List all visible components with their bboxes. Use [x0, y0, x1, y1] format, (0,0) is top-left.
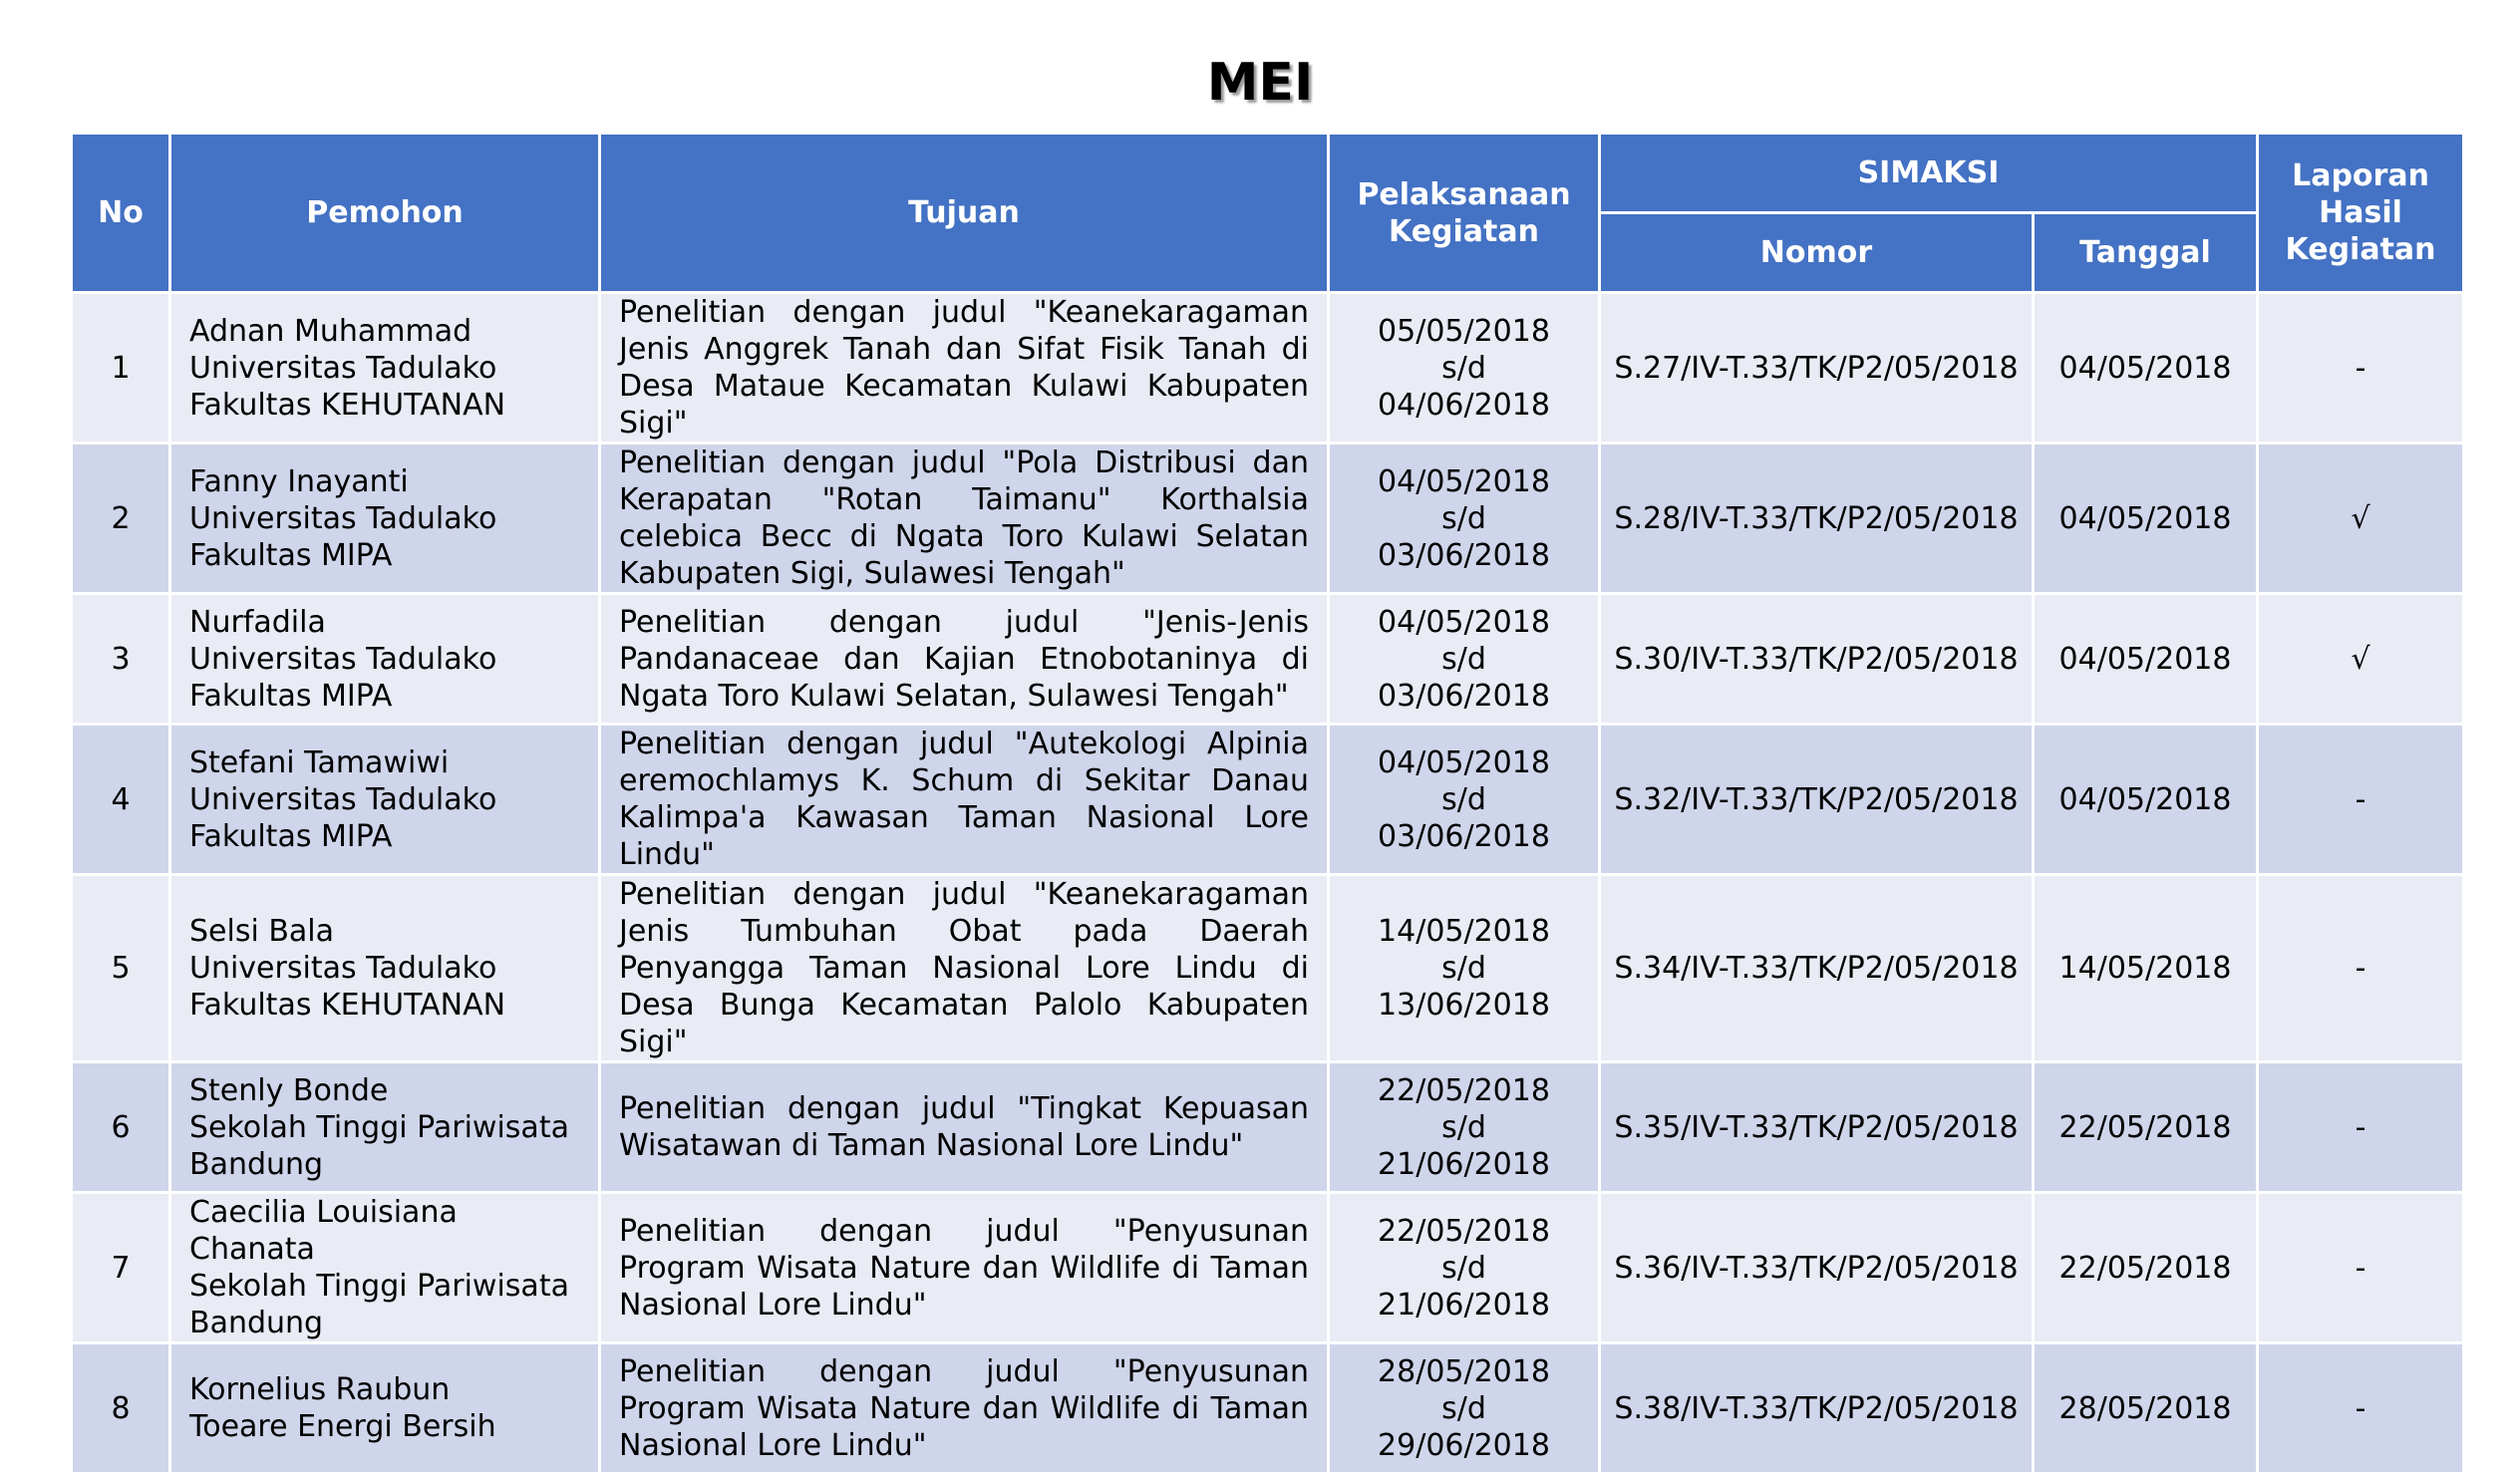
pemohon-line: Sekolah Tinggi Pariwisata	[189, 1269, 569, 1304]
pelaksanaan-line: s/d	[1441, 500, 1486, 536]
pemohon-line: Adnan Muhammad	[189, 313, 472, 349]
cell-tujuan: Penelitian dengan judul "Penyusunan Program Wisata Nature dan Wildlife di Taman Nasional Lore Lindu"	[601, 1194, 1327, 1341]
cell-pemohon	[171, 1063, 598, 1191]
cell-tanggal: 04/05/2018	[2035, 595, 2256, 723]
pemohon-line: Fakultas KEHUTANAN	[189, 988, 506, 1023]
pelaksanaan-line: 05/05/2018	[1378, 313, 1550, 349]
cell-laporan: -	[2259, 1344, 2462, 1472]
pelaksanaan-line: 03/06/2018	[1378, 678, 1550, 714]
cell-laporan: √	[2259, 595, 2462, 723]
table-row	[73, 876, 2462, 1060]
pelaksanaan-line: s/d	[1441, 781, 1486, 817]
cell-nomor: S.34/IV-T.33/TK/P2/05/2018	[1601, 876, 2032, 1060]
cell-nomor: S.30/IV-T.33/TK/P2/05/2018	[1601, 595, 2032, 723]
cell-tanggal: 04/05/2018	[2035, 444, 2256, 592]
pelaksanaan-line: 04/05/2018	[1378, 463, 1550, 499]
pemohon-line: Fakultas MIPA	[189, 537, 393, 573]
cell-no: 4	[73, 726, 168, 873]
cell-no: 2	[73, 444, 168, 592]
pelaksanaan-line: 28/05/2018	[1378, 1353, 1550, 1389]
cell-tanggal: 14/05/2018	[2035, 876, 2256, 1060]
cell-laporan: √	[2259, 444, 2462, 592]
cell-laporan: -	[2259, 876, 2462, 1060]
cell-pelaksanaan	[1330, 1194, 1598, 1341]
pelaksanaan-line: 22/05/2018	[1378, 1072, 1550, 1108]
pelaksanaan-line: s/d	[1441, 951, 1486, 986]
table-row	[73, 294, 2462, 442]
cell-tanggal: 04/05/2018	[2035, 726, 2256, 873]
pemohon-line: Universitas Tadulako	[189, 500, 497, 536]
cell-no: 7	[73, 1194, 168, 1341]
pelaksanaan-line: 03/06/2018	[1378, 818, 1550, 854]
cell-tujuan: Penelitian dengan judul "Pola Distribusi dan Kerapatan "Rotan Taimanu" Korthalsia celebica Becc di Ngata Toro Kulawi Selatan Kabupaten Sigi, Sulawesi Tengah"	[601, 444, 1327, 592]
pemohon-line: Fakultas MIPA	[189, 678, 393, 714]
cell-tujuan: Penelitian dengan judul "Jenis-Jenis Pandanaceae dan Kajian Etnobotaninya di Ngata Toro Kulawi Selatan, Sulawesi Tengah"	[601, 595, 1327, 723]
cell-laporan: -	[2259, 726, 2462, 873]
cell-tanggal: 04/05/2018	[2035, 294, 2256, 442]
pelaksanaan-line: s/d	[1441, 1390, 1486, 1426]
table-row	[73, 1344, 2462, 1472]
pemohon-line: Universitas Tadulako	[189, 781, 497, 817]
pemohon-line: Sekolah Tinggi Pariwisata	[189, 1109, 569, 1145]
pemohon-line: Caecilia Louisiana Chanata	[189, 1195, 458, 1267]
pelaksanaan-line: 03/06/2018	[1378, 537, 1550, 573]
cell-pelaksanaan	[1330, 444, 1598, 592]
pemohon-line: Fakultas KEHUTANAN	[189, 387, 506, 423]
cell-laporan: -	[2259, 1194, 2462, 1341]
cell-pemohon	[171, 1194, 598, 1341]
cell-tujuan: Penelitian dengan judul "Tingkat Kepuasan Wisatawan di Taman Nasional Lore Lindu"	[601, 1063, 1327, 1191]
table-row	[73, 595, 2462, 723]
cell-pelaksanaan	[1330, 876, 1598, 1060]
cell-no: 5	[73, 876, 168, 1060]
pelaksanaan-line: 14/05/2018	[1378, 914, 1550, 949]
header-pelaksanaan: Pelaksanaan Kegiatan	[1330, 135, 1598, 291]
cell-pemohon	[171, 876, 598, 1060]
header-laporan: Laporan Hasil Kegiatan	[2259, 135, 2462, 291]
pelaksanaan-line: 04/05/2018	[1378, 744, 1550, 780]
cell-pemohon	[171, 294, 598, 442]
pelaksanaan-line: 04/05/2018	[1378, 604, 1550, 640]
header-nomor: Nomor	[1601, 214, 2032, 291]
cell-laporan: -	[2259, 1063, 2462, 1191]
cell-tanggal: 22/05/2018	[2035, 1194, 2256, 1341]
cell-pelaksanaan	[1330, 1063, 1598, 1191]
cell-pemohon	[171, 726, 598, 873]
pemohon-line: Fanny Inayanti	[189, 463, 409, 499]
pemohon-line: Bandung	[189, 1306, 324, 1340]
table-row	[73, 1194, 2462, 1341]
cell-nomor: S.27/IV-T.33/TK/P2/05/2018	[1601, 294, 2032, 442]
cell-pelaksanaan	[1330, 1344, 1598, 1472]
table-header	[73, 135, 2462, 291]
header-pemohon: Pemohon	[171, 135, 598, 291]
pelaksanaan-line: 22/05/2018	[1378, 1213, 1550, 1249]
pelaksanaan-line: 04/06/2018	[1378, 387, 1550, 423]
pemohon-line: Stenly Bonde	[189, 1072, 389, 1108]
table-row	[73, 726, 2462, 873]
cell-tanggal: 28/05/2018	[2035, 1344, 2256, 1472]
cell-pelaksanaan	[1330, 726, 1598, 873]
pemohon-line: Toeare Energi Bersih	[189, 1409, 496, 1444]
cell-tujuan: Penelitian dengan judul "Autekologi Alpinia eremochlamys K. Schum di Sekitar Danau Kalimpa'a Kawasan Taman Nasional Lore Lindu"	[601, 726, 1327, 873]
pemohon-line: Nurfadila	[189, 604, 326, 640]
cell-nomor: S.28/IV-T.33/TK/P2/05/2018	[1601, 444, 2032, 592]
pelaksanaan-line: 29/06/2018	[1378, 1427, 1550, 1463]
pemohon-line: Universitas Tadulako	[189, 641, 497, 677]
cell-no: 3	[73, 595, 168, 723]
cell-tujuan: Penelitian dengan judul "Keanekaragaman Jenis Anggrek Tanah dan Sifat Fisik Tanah di Desa Mataue Kecamatan Kulawi Kabupaten Sigi"	[601, 294, 1327, 442]
table-body	[73, 294, 2462, 1472]
cell-no: 1	[73, 294, 168, 442]
permit-table	[70, 132, 2465, 1475]
cell-tanggal: 22/05/2018	[2035, 1063, 2256, 1191]
pelaksanaan-line: s/d	[1441, 350, 1486, 386]
table-row	[73, 444, 2462, 592]
cell-pemohon	[171, 444, 598, 592]
cell-pelaksanaan	[1330, 294, 1598, 442]
pemohon-line: Bandung	[189, 1146, 324, 1182]
cell-pemohon	[171, 595, 598, 723]
cell-tujuan: Penelitian dengan judul "Keanekaragaman Jenis Tumbuhan Obat pada Daerah Penyangga Taman Nasional Lore Lindu di Desa Bunga Kecamatan Palolo Kabupaten Sigi"	[601, 876, 1327, 1060]
cell-laporan: -	[2259, 294, 2462, 442]
cell-pemohon	[171, 1344, 598, 1472]
pemohon-line: Kornelius Raubun	[189, 1372, 451, 1407]
cell-nomor: S.36/IV-T.33/TK/P2/05/2018	[1601, 1194, 2032, 1341]
pemohon-line: Selsi Bala	[189, 914, 335, 949]
pemohon-line: Fakultas MIPA	[189, 818, 393, 854]
header-tanggal: Tanggal	[2035, 214, 2256, 291]
header-no: No	[73, 135, 168, 291]
cell-tujuan: Penelitian dengan judul "Penyusunan Program Wisata Nature dan Wildlife di Taman Nasional Lore Lindu"	[601, 1344, 1327, 1472]
pemohon-line: Stefani Tamawiwi	[189, 744, 450, 780]
pelaksanaan-line: 21/06/2018	[1378, 1287, 1550, 1323]
pelaksanaan-line: s/d	[1441, 1109, 1486, 1145]
pemohon-line: Universitas Tadulako	[189, 951, 497, 986]
header-simaksi: SIMAKSI	[1601, 135, 2256, 211]
cell-nomor: S.35/IV-T.33/TK/P2/05/2018	[1601, 1063, 2032, 1191]
pelaksanaan-line: s/d	[1441, 641, 1486, 677]
header-tujuan: Tujuan	[601, 135, 1327, 291]
cell-no: 8	[73, 1344, 168, 1472]
cell-nomor: S.38/IV-T.33/TK/P2/05/2018	[1601, 1344, 2032, 1472]
pelaksanaan-line: s/d	[1441, 1250, 1486, 1286]
cell-no: 6	[73, 1063, 168, 1191]
page-title: MEI	[1206, 53, 1314, 113]
pelaksanaan-line: 13/06/2018	[1378, 988, 1550, 1023]
pelaksanaan-line: 21/06/2018	[1378, 1146, 1550, 1182]
cell-nomor: S.32/IV-T.33/TK/P2/05/2018	[1601, 726, 2032, 873]
cell-pelaksanaan	[1330, 595, 1598, 723]
pemohon-line: Universitas Tadulako	[189, 350, 497, 386]
table-row	[73, 1063, 2462, 1191]
